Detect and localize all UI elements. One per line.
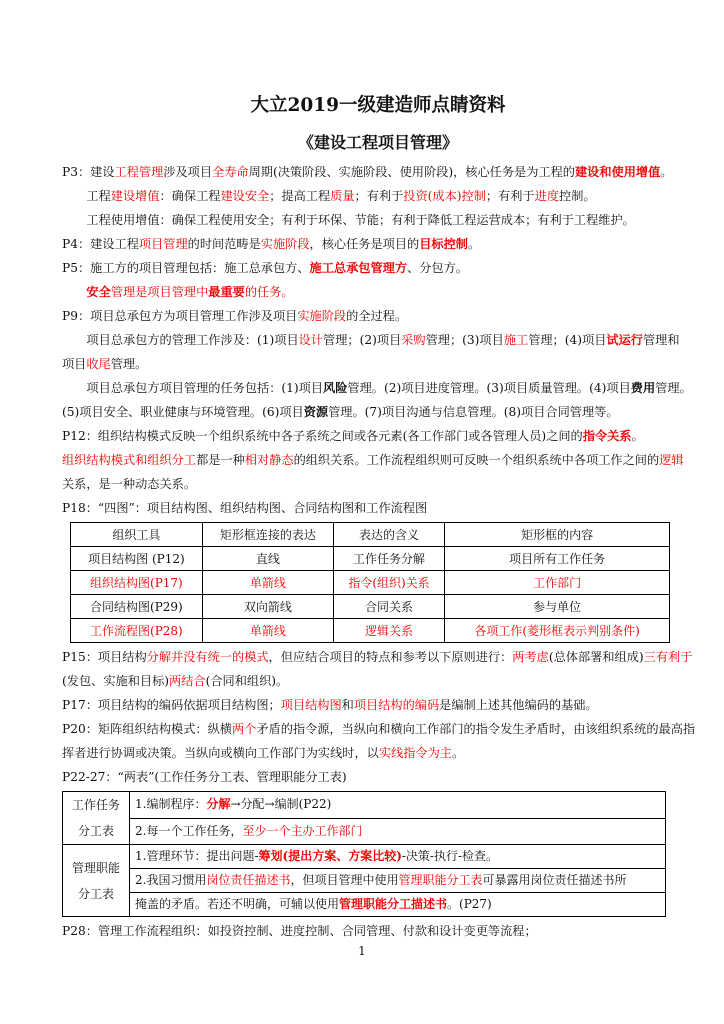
- text-segment: 施工总承包管理方: [309, 261, 408, 275]
- text-segment: 涉及项目: [163, 165, 213, 179]
- notes-section-2: [62, 645, 694, 789]
- table-header-cell: 组织工具: [71, 523, 203, 547]
- table-cell: 参与单位: [445, 595, 670, 619]
- table-cell: 各项工作(菱形框表示判别条件): [445, 619, 670, 643]
- text-segment: 建设和使用增值: [574, 165, 661, 179]
- table-row-header: [63, 792, 130, 845]
- text-segment: 项目: [62, 357, 87, 371]
- page-number: 1: [358, 944, 366, 958]
- text-segment: 两考虑: [512, 650, 549, 664]
- row-header-line: 分工表: [77, 886, 114, 901]
- text-segment: 工程管理: [114, 165, 164, 179]
- text-segment: 项目结构的编码: [353, 698, 440, 712]
- text-segment: ；有利于: [354, 189, 404, 203]
- text-segment: 管理和: [642, 333, 680, 347]
- paragraph-line: [62, 645, 694, 669]
- table-cell: [130, 818, 666, 845]
- table-row-header: [63, 845, 130, 917]
- document-subtitle: 《建设工程项目管理》: [297, 133, 458, 152]
- table-cell: 项目结构图 (P12): [71, 547, 203, 571]
- text-segment: 管理是项目管理中: [110, 285, 209, 299]
- text-segment: 施工: [503, 333, 529, 347]
- text-segment: 的时间范畴是: [187, 237, 261, 251]
- text-segment: P9：项目总承包方为项目管理工作涉及项目: [62, 309, 298, 323]
- text-segment: 。: [660, 165, 673, 179]
- table-row: [63, 845, 666, 869]
- text-segment: 建设增值: [110, 189, 160, 203]
- text-segment: 。(P27): [447, 897, 492, 911]
- text-segment: 工程使用增值：确保工程使用安全；有利于环保、节能；有利于降低工程运营成本；有利于工程维护。: [86, 213, 635, 227]
- four-charts-table: [70, 522, 670, 643]
- text-segment: P20：矩阵组织结构模式：纵横: [62, 722, 232, 736]
- table-cell: [130, 845, 666, 869]
- text-segment: ，但项目管理中使用: [290, 873, 399, 887]
- paragraph-line: [62, 496, 694, 520]
- text-segment: 最重要: [208, 285, 245, 299]
- paragraph-line: [62, 424, 694, 448]
- text-segment: 试运行: [606, 333, 643, 347]
- text-segment: 。: [452, 746, 465, 760]
- text-segment: 设计: [298, 333, 324, 347]
- table-row: [63, 818, 666, 845]
- table-cell: 工作部门: [445, 571, 670, 595]
- text-segment: 管理；(4)项目: [528, 333, 607, 347]
- text-segment: 两结合: [169, 674, 206, 688]
- text-segment: ，但应结合项目的特点和参考以下原则进行：: [268, 650, 513, 664]
- text-segment: 筹划(提出方案、方案比较): [258, 849, 402, 863]
- text-segment: ；有利于: [485, 189, 535, 203]
- text-segment: 掩盖的矛盾。若还不明确，可辅以使用: [135, 897, 340, 911]
- text-segment: P28：管理工作流程组织：如投资控制、进度控制、合同管理、付款和设计变更等流程；: [62, 924, 537, 938]
- text-segment: 进度: [534, 189, 560, 203]
- table-cell: 单箭线: [202, 571, 333, 595]
- text-segment: (合同和组织)。: [205, 674, 289, 688]
- paragraph-line: [62, 400, 694, 424]
- paragraph-line: [62, 352, 694, 376]
- text-segment: 风险: [323, 381, 348, 395]
- text-segment: 关系，是一种动态关系。: [62, 477, 197, 491]
- table-cell: 项目所有工作任务: [445, 547, 670, 571]
- text-segment: 是编制上述其他编码的基础。: [439, 698, 598, 712]
- table-cell: [130, 893, 666, 917]
- table-row: [63, 893, 666, 917]
- text-segment: (5)项目安全、职业健康与环境管理。(6)项目: [62, 405, 304, 419]
- table-cell: 工作任务分解: [333, 547, 444, 571]
- text-segment: 和: [341, 698, 354, 712]
- table-header-cell: 矩形框连接的表达: [202, 523, 333, 547]
- table-row: [63, 869, 666, 893]
- text-segment: P5：施工方的项目管理包括：施工总承包方、: [62, 261, 310, 275]
- notes-last-line: [62, 919, 694, 943]
- paragraph-line: [62, 160, 694, 184]
- table-cell: [130, 792, 666, 819]
- text-segment: 质量: [330, 189, 355, 203]
- text-segment: 建设安全: [220, 189, 270, 203]
- text-segment: 1.管理环节：提出问题-: [135, 849, 259, 863]
- text-segment: 全寿命: [212, 165, 249, 179]
- text-segment: 实线指令为主: [378, 746, 452, 760]
- document-title: 大立2019一级建造师点睛资料: [250, 95, 506, 116]
- text-segment: 。: [631, 429, 644, 443]
- paragraph-line: [62, 693, 694, 717]
- text-segment: 项目结构图: [280, 698, 342, 712]
- text-segment: 费用: [630, 381, 656, 395]
- table-row: [71, 619, 670, 643]
- table-cell: [130, 869, 666, 893]
- notes-section-1: [62, 160, 694, 520]
- row-header-line: 分工表: [77, 824, 114, 838]
- paragraph-line: [62, 208, 694, 232]
- text-segment: 分解: [206, 797, 231, 812]
- row-header-line: 工作任务: [71, 798, 120, 812]
- table-row: [71, 595, 670, 619]
- text-segment: 采购: [401, 333, 426, 347]
- text-segment: 管理。: [110, 357, 148, 371]
- table-row: [63, 792, 666, 819]
- table-cell: 逻辑关系: [333, 619, 444, 643]
- paragraph-line: [62, 232, 694, 256]
- text-segment: 管理。(2)项目进度管理。(3)项目质量管理。(4)项目: [347, 381, 631, 395]
- text-segment: P15：项目结构: [62, 650, 147, 664]
- text-segment: 两个: [231, 722, 257, 736]
- text-segment: 控制。: [559, 189, 596, 203]
- text-segment: P22-27：“两表”(工作任务分工表、管理职能分工表): [62, 770, 347, 784]
- text-segment: 、分包方。: [407, 261, 468, 275]
- text-segment: 管理；(3)项目: [425, 333, 504, 347]
- text-segment: P17：项目结构的编码依据项目结构图；: [62, 698, 281, 712]
- text-segment: 管理。: [655, 381, 692, 395]
- table-row: [71, 571, 670, 595]
- table-cell: 组织结构图(P17): [71, 571, 203, 595]
- two-tables: [62, 791, 666, 917]
- table-cell: 直线: [202, 547, 333, 571]
- table-cell: 合同结构图(P29): [71, 595, 203, 619]
- table-header-row: [71, 523, 670, 547]
- text-segment: 项目总承包方的管理工作涉及：(1)项目: [86, 333, 299, 347]
- text-segment: (发包、实施和目标): [62, 674, 170, 688]
- paragraph-line: [62, 328, 694, 352]
- text-segment: P4：建设工程: [62, 237, 139, 251]
- paragraph-line: [62, 184, 694, 208]
- text-segment: →分配→编制(P22): [230, 797, 332, 812]
- text-segment: 目标控制: [419, 237, 468, 251]
- text-segment: 组织结构模式和组织分工: [62, 453, 197, 467]
- table-header-cell: 表达的含义: [333, 523, 444, 547]
- text-segment: ，核心任务是项目的: [309, 237, 420, 251]
- text-segment: 资源: [303, 405, 329, 419]
- text-segment: 工程: [86, 189, 111, 203]
- table-cell: 单箭线: [202, 619, 333, 643]
- paragraph-line: [62, 376, 694, 400]
- text-segment: ：确保工程: [159, 189, 221, 203]
- text-segment: 都是一种: [196, 453, 245, 467]
- text-segment: P12：组织结构模式反映一个组织系统中各子系统之间或各元素(各工作部门或各管理人员)之间的: [62, 429, 583, 443]
- table-row: [71, 547, 670, 571]
- paragraph-line: [62, 741, 694, 765]
- text-segment: 实施阶段: [297, 309, 347, 323]
- text-segment: 至少一个主办工作部门: [242, 823, 363, 838]
- text-segment: P18：“四图”：项目结构图、组织结构图、合同结构图和工作流程图: [62, 501, 428, 515]
- text-segment: 2.每一个工作任务，: [135, 823, 243, 838]
- table-cell: 双向箭线: [202, 595, 333, 619]
- text-segment: 。: [467, 237, 481, 251]
- text-segment: 2.我国习惯用: [135, 873, 207, 887]
- text-segment: 逻辑: [659, 453, 684, 467]
- text-segment: ；提高工程: [269, 189, 331, 203]
- text-segment: 的全过程。: [346, 309, 408, 323]
- paragraph-line: [62, 717, 694, 741]
- paragraph-line: [62, 256, 694, 280]
- text-segment: 岗位责任描述书: [206, 873, 291, 887]
- table-cell: 指令(组织)关系: [333, 571, 444, 595]
- paragraph-line: [62, 304, 694, 328]
- text-segment: (总体部署和组成): [548, 650, 644, 664]
- text-segment: 安全: [86, 285, 111, 299]
- paragraph-line: [62, 448, 694, 472]
- text-segment: 的组织关系。工作流程组织则可反映一个组织系统中各项工作之间的: [293, 453, 660, 467]
- paragraph-line: [62, 280, 694, 304]
- paragraph-line: [62, 472, 694, 496]
- table-cell: 工作流程图(P28): [71, 619, 203, 643]
- table-header-cell: 矩形框的内容: [445, 523, 670, 547]
- text-segment: 管理职能分工表: [398, 873, 483, 887]
- paragraph-line: [62, 669, 694, 693]
- text-segment: -决策-执行-检查。: [401, 849, 499, 863]
- text-segment: 管理。(7)项目沟通与信息管理。(8)项目合同管理等。: [328, 405, 619, 419]
- text-segment: 挥者进行协调或决策。当纵向或横向工作部门为实线时，以: [62, 746, 379, 760]
- text-segment: 项目管理: [138, 237, 188, 251]
- text-segment: 矛盾的指令源，当纵向和横向工作部门的指令发生矛盾时，由该组织系统的最高指: [256, 722, 696, 736]
- paragraph-line: [62, 765, 694, 789]
- text-segment: 1.编制程序：: [135, 797, 207, 812]
- text-segment: 投资(成本)控制: [403, 189, 486, 203]
- text-segment: 分解并没有统一的模式: [146, 650, 269, 664]
- text-segment: 的任务。: [244, 285, 294, 299]
- text-segment: 收尾: [86, 357, 111, 371]
- table-cell: 合同关系: [333, 595, 444, 619]
- text-segment: 实施阶段: [260, 237, 310, 251]
- text-segment: 三有利于: [643, 650, 693, 664]
- text-segment: 管理；(2)项目: [323, 333, 402, 347]
- text-segment: 项目总承包方项目管理的任务包括：(1)项目: [86, 381, 324, 395]
- text-segment: 管理职能分工描述书: [339, 897, 448, 911]
- text-segment: 指令关系: [582, 429, 632, 443]
- row-header-line: 管理职能: [71, 860, 120, 875]
- text-segment: P3：建设: [62, 165, 115, 179]
- document-page: [62, 92, 694, 943]
- text-segment: 周期(决策阶段、实施阶段、使用阶段)，核心任务是为工程的: [248, 165, 575, 179]
- text-segment: 可暴露用岗位责任描述书所: [482, 873, 627, 887]
- paragraph-line: [62, 919, 694, 943]
- text-segment: 相对静态: [244, 453, 294, 467]
